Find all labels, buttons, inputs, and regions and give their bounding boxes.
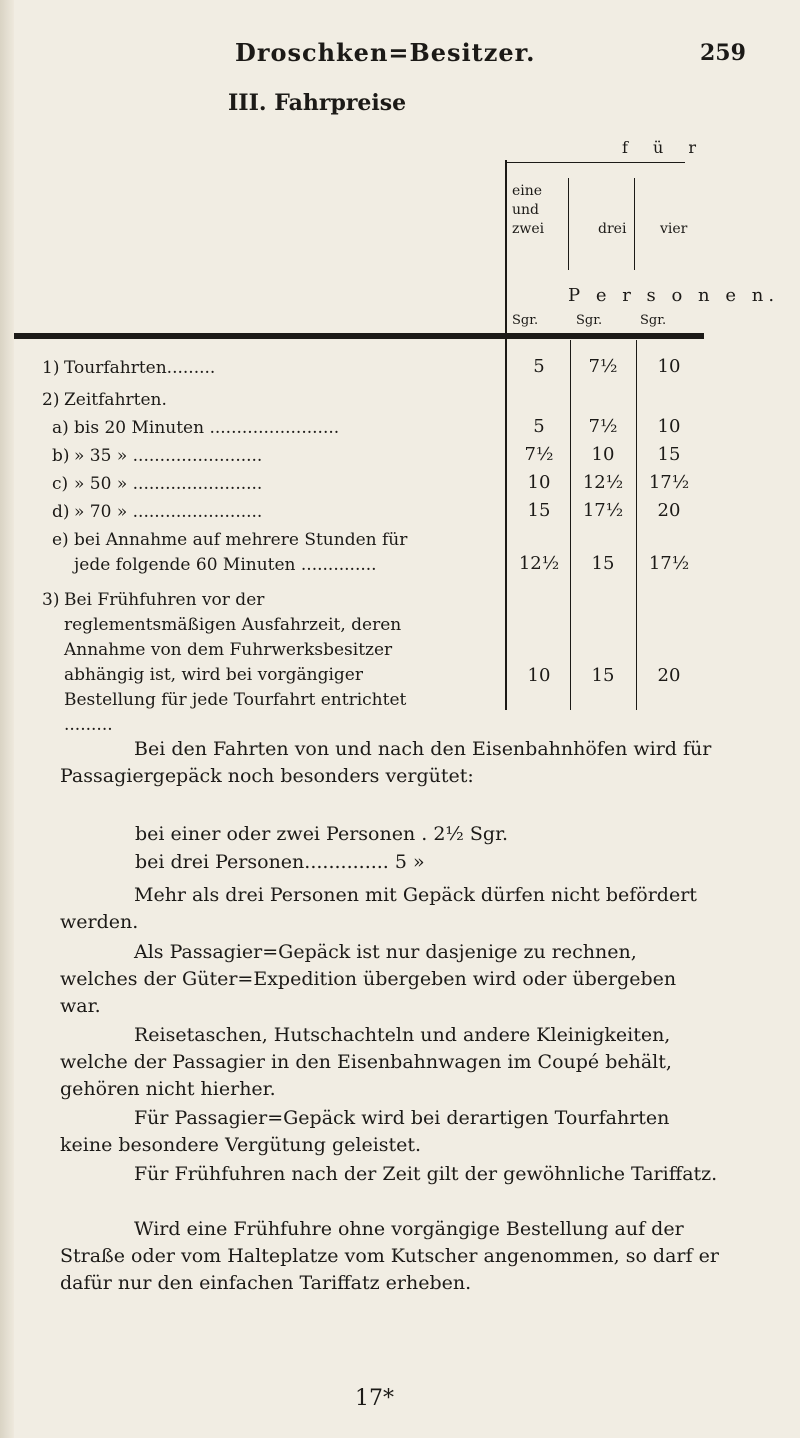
body-divider-1 (505, 340, 507, 710)
table-cell: 10 (657, 416, 681, 437)
table-row: 1) Tourfahrten......... (42, 358, 216, 378)
col-header-3: vier (660, 221, 688, 237)
table-cell: 12½ (518, 553, 560, 574)
table-cell: 7½ (588, 356, 618, 377)
table-cell: 17½ (648, 553, 690, 574)
paragraph: Bei den Fahrten von und nach den Eisenbahnhöfen wird für Passagiergepäck noch besonders vergütet: (60, 738, 712, 787)
table-cell: 17½ (582, 500, 624, 521)
table-cell: 10 (527, 472, 551, 493)
table-cell: 20 (657, 500, 681, 521)
paragraph: Wird eine Frühfuhre ohne vorgängige Bestellung auf der Straße oder vom Halteplatze vom Kutscher angenommen, so darf er dafür nur den einfachen Tariffatz erheben. (60, 1218, 719, 1294)
unit-col-3: Sgr. (640, 313, 667, 328)
header-rule (505, 162, 685, 163)
paragraph: Für Passagier=Gepäck wird bei derartigen Tourfahrten keine besondere Vergütung geleistet. (60, 1107, 670, 1156)
fee-line: bei drei Personen.............. 5 » (135, 851, 425, 873)
signature-mark: 17* (355, 1386, 394, 1411)
paragraph: Mehr als drei Personen mit Gepäck dürfen nicht befördert werden. (60, 884, 697, 933)
table-row: 3) Bei Frühfuhren vor der reglementsmäßigen Ausfahrzeit, deren Annahme von dem Fuhrwerksbesitzer abhängig ist, wird bei vorgängiger Bestellung für jede Tourfahrt entrichtet ......... (42, 590, 407, 735)
table-top-rule (14, 333, 704, 339)
col-header-2: drei (598, 221, 627, 237)
section-title: III. Fahrpreise (228, 90, 407, 116)
running-header: Droschken=Besitzer. (235, 38, 536, 67)
page-number: 259 (700, 40, 746, 66)
table-group-header: f ü r (622, 138, 707, 157)
table-subheader: P e r s o n e n. (568, 285, 780, 306)
table-row: 2) Zeitfahrten. (42, 390, 167, 410)
table-cell: 15 (527, 500, 551, 521)
paragraph: Reisetaschen, Hutschachteln und andere Kleinigkeiten, welche der Passagier in den Eisenbahnwagen im Coupé behält, gehören nicht hierher. (60, 1024, 672, 1100)
col-divider-header-a (568, 178, 569, 270)
table-cell: 17½ (648, 472, 690, 493)
table-cell: 15 (591, 553, 615, 574)
table-cell: 5 (533, 416, 545, 437)
table-cell: 15 (591, 665, 615, 686)
paragraph: Für Frühfuhren nach der Zeit gilt der gewöhnliche Tariffatz. (134, 1163, 718, 1185)
fee-line: bei einer oder zwei Personen . 2½ Sgr. (135, 823, 509, 845)
table-cell: 10 (657, 356, 681, 377)
unit-col-2: Sgr. (576, 313, 603, 328)
table-row: d) » 70 » ........................ (52, 502, 263, 522)
table-row: e) bei Annahme auf mehrere Stunden für jede folgende 60 Minuten .............. (52, 530, 408, 575)
table-cell: 15 (657, 444, 681, 465)
table-cell: 20 (657, 665, 681, 686)
table-cell: 12½ (582, 472, 624, 493)
col-divider-left (505, 160, 507, 340)
table-row: c) » 50 » ........................ (52, 474, 263, 494)
page-edge (0, 0, 14, 1438)
paragraph: Als Passagier=Gepäck ist nur dasjenige zu rechnen, welches der Güter=Expedition übergeben wird oder übergeben war. (60, 941, 677, 1017)
col-divider-header-b (634, 178, 635, 270)
table-cell: 7½ (524, 444, 554, 465)
table-cell: 7½ (588, 416, 618, 437)
col-header-1: eine und zwei (512, 183, 545, 237)
table-cell: 10 (591, 444, 615, 465)
table-row: b) » 35 » ........................ (52, 446, 263, 466)
table-cell: 5 (533, 356, 545, 377)
body-divider-2 (570, 340, 571, 710)
unit-col-1: Sgr. (512, 313, 539, 328)
table-cell: 10 (527, 665, 551, 686)
body-divider-3 (636, 340, 637, 710)
table-row: a) bis 20 Minuten ........................ (52, 418, 340, 438)
